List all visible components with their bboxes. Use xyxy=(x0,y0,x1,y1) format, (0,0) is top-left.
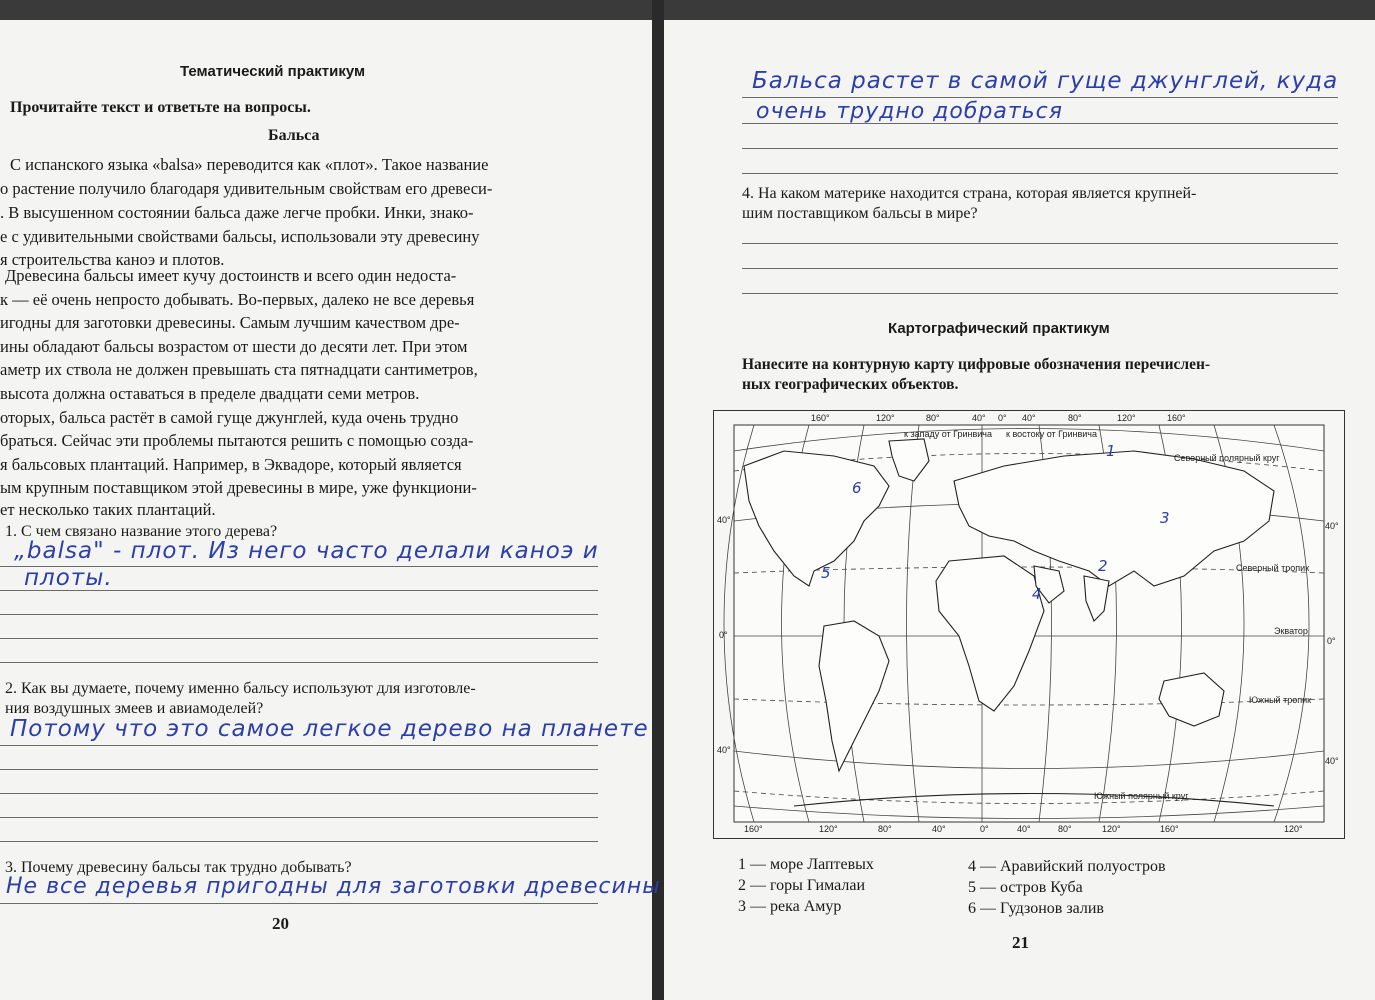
lat-label-left: 40° xyxy=(717,745,731,755)
reading-instruction: Прочитайте текст и ответьте на вопросы. xyxy=(10,99,311,116)
tropic-of-cancer-label: Северный тропик xyxy=(1236,563,1310,573)
lon-label-top: 160° xyxy=(811,413,830,423)
paragraph-line: к — её очень непросто добывать. Во-первых, далеко не все деревья xyxy=(0,290,475,309)
question-4-line1: 4. На каком материке находится страна, которая является крупней- xyxy=(742,185,1197,202)
lon-label-bottom: 80° xyxy=(878,824,892,834)
answer-line xyxy=(742,148,1338,149)
west-of-greenwich-label: к западу от Гринвича xyxy=(904,429,993,439)
answer-line xyxy=(0,841,598,842)
paragraph-line: браться. Сейчас эти проблемы пытаются решить с помощью созда- xyxy=(0,431,474,450)
question-3: 3. Почему древесину бальсы так трудно добывать? xyxy=(5,859,352,876)
map-graticule-and-continents xyxy=(714,411,1344,838)
handwritten-answer-3-continued-line1: Бальса растет в самой гуще джунглей, куда xyxy=(752,68,1339,94)
lat-label-right: 40° xyxy=(1325,756,1339,766)
lat-label-left: 0° xyxy=(719,630,728,640)
paragraph-line: С испанского языка «balsa» переводится как «плот». Такое название xyxy=(10,155,489,174)
answer-line xyxy=(0,662,598,663)
lon-label-top: 80° xyxy=(926,413,940,423)
equator-label: Экватор xyxy=(1274,626,1308,636)
paragraph-line: ины обладают бальсы возрастом от шести до десяти лет. При этом xyxy=(0,337,468,356)
handwritten-answer-3-continued-line2: очень трудно добраться xyxy=(756,99,1063,124)
paragraph-line: Древесина бальсы имеет кучу достоинств и всего один недоста- xyxy=(5,266,457,285)
contour-world-map xyxy=(713,410,1345,839)
map-instruction-line2: ных географических объектов. xyxy=(742,376,959,393)
lat-label-left: 40° xyxy=(717,515,731,525)
lon-label-bottom: 120° xyxy=(1102,824,1121,834)
paragraph-line: ым крупным поставщиком этой древесины в мире, уже функциони- xyxy=(0,478,477,497)
lon-label-top: 40° xyxy=(972,413,986,423)
antarctic-circle-label: Южный полярный круг xyxy=(1094,791,1189,801)
lon-label-bottom: 160° xyxy=(1160,824,1179,834)
answer-line xyxy=(0,638,598,639)
lon-label-top: 120° xyxy=(876,413,895,423)
legend-item: 1 — море Лаптевых xyxy=(738,856,874,873)
paragraph-line: я строительства каноэ и плотов. xyxy=(0,250,225,269)
lon-label-bottom: 0° xyxy=(980,824,989,834)
paragraph-line: аметр их ствола не должен превышать ста пятнадцати сантиметров, xyxy=(0,360,478,379)
paragraph-line: оторых, бальса растёт в самой гуще джунглей, куда очень трудно xyxy=(0,408,459,427)
paragraph-line: я бальсовых плантаций. Например, в Эквадоре, который является xyxy=(0,455,462,474)
east-of-greenwich-label: к востоку от Гринвича xyxy=(1006,429,1097,439)
lon-label-top: 160° xyxy=(1167,413,1186,423)
paragraph-line: ет несколько таких плантаций. xyxy=(0,500,216,519)
answer-line xyxy=(742,173,1338,174)
answer-line xyxy=(0,903,598,904)
map-mark-6: 6 xyxy=(852,479,862,497)
answer-line xyxy=(742,97,1338,98)
lon-label-bottom: 120° xyxy=(1284,824,1303,834)
map-mark-4: 4 xyxy=(1032,585,1042,603)
lon-label-bottom: 120° xyxy=(819,824,838,834)
lon-label-bottom: 160° xyxy=(744,824,763,834)
lon-label-top: 120° xyxy=(1117,413,1136,423)
paragraph-line: о растение получило благодаря удивительным свойствам его древеси- xyxy=(0,179,493,198)
answer-line xyxy=(0,817,598,818)
tropic-of-capricorn-label: Южный тропик xyxy=(1249,695,1312,705)
answer-line xyxy=(0,745,598,746)
handwritten-answer-1-line2: плоты. xyxy=(24,565,113,591)
lon-label-bottom: 40° xyxy=(932,824,946,834)
lon-label-bottom: 40° xyxy=(1017,824,1031,834)
answer-line xyxy=(742,243,1338,244)
handwritten-answer-2: Потому что это самое легкое дерево на планете xyxy=(10,716,649,742)
map-mark-5: 5 xyxy=(821,564,831,582)
answer-line xyxy=(742,268,1338,269)
handwritten-answer-1-line1: „balsa" - плот. Из него часто делали каноэ и xyxy=(14,538,599,564)
cartographic-practicum-title: Картографический практикум xyxy=(888,320,1110,337)
lat-label-right: 40° xyxy=(1325,521,1339,531)
lon-label-top: 0° xyxy=(998,413,1007,423)
paragraph-line: . В высушенном состоянии бальса даже легче пробки. Инки, знако- xyxy=(0,203,474,222)
text-subtitle: Бальса xyxy=(268,127,320,144)
legend-item: 2 — горы Гималаи xyxy=(738,877,866,894)
question-2-line1: 2. Как вы думаете, почему именно бальсу используют для изготовле- xyxy=(5,680,476,697)
legend-item: 4 — Аравийский полуостров xyxy=(968,858,1166,875)
arctic-circle-label: Северный полярный круг xyxy=(1174,453,1280,463)
map-instruction-line1: Нанесите на контурную карту цифровые обозначения перечислен- xyxy=(742,356,1211,373)
paragraph-line: высота должна оставаться в пределе двадцати семи метров. xyxy=(0,384,420,403)
legend-item: 6 — Гудзонов залив xyxy=(968,900,1104,917)
left-page-number: 20 xyxy=(272,914,289,933)
question-1: 1. С чем связано название этого дерева? xyxy=(5,523,278,540)
lon-label-top: 80° xyxy=(1068,413,1082,423)
answer-line xyxy=(0,793,598,794)
thematic-practicum-title: Тематический практикум xyxy=(180,63,366,80)
map-mark-2: 2 xyxy=(1098,557,1108,575)
map-mark-1: 1 xyxy=(1106,442,1116,460)
handwritten-answer-3: Не все деревья пригодны для заготовки древесины xyxy=(6,874,661,899)
lon-label-top: 40° xyxy=(1022,413,1036,423)
paragraph-line: е с удивительными свойствами бальсы, использовали эту древесину xyxy=(0,227,480,246)
right-page-number: 21 xyxy=(1012,933,1029,952)
answer-line xyxy=(742,293,1338,294)
question-2-line2: ния воздушных змеев и авиамоделей? xyxy=(5,700,264,717)
lon-label-bottom: 80° xyxy=(1058,824,1072,834)
book-spine xyxy=(652,0,664,1000)
paragraph-line: игодны для заготовки древесины. Самым лучшим качеством дре- xyxy=(0,313,460,332)
legend-item: 5 — остров Куба xyxy=(968,879,1083,896)
question-4-line2: шим поставщиком бальсы в мире? xyxy=(742,205,978,222)
answer-line xyxy=(0,614,598,615)
answer-line xyxy=(0,769,598,770)
lat-label-right: 0° xyxy=(1327,636,1336,646)
scan-top-edge xyxy=(0,0,1375,20)
legend-item: 3 — река Амур xyxy=(738,898,842,915)
map-mark-3: 3 xyxy=(1160,509,1170,527)
